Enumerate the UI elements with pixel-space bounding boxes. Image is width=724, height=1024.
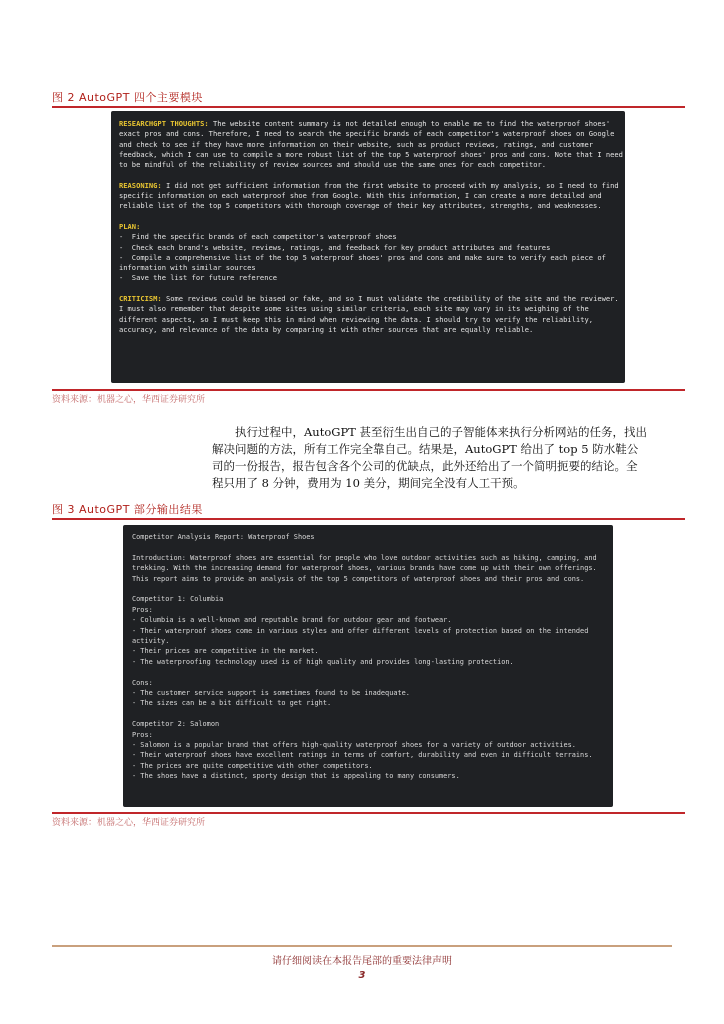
criticism-block — [119, 294, 625, 335]
figure-3-terminal-screenshot — [123, 525, 613, 807]
competitor-1-cons: Cons: - The customer service support is sometimes found to be inadequate. - The sizes can be a bit difficult to get right. — [132, 678, 410, 708]
page-number: 3 — [358, 970, 366, 981]
footer-rule — [52, 945, 672, 947]
thoughts-text: The website content summary is not detailed enough to enable me to find the waterproof shoes' exact pros and cons. Therefore, I need to search the specific brands of each competitor's waterproof shoes on Google and check to see if they have more information on their website, such as product reviews, ratings, and customer feedback, which I can use to compile a more robust list of the top 5 waterproof shoes' pros and cons. Note that I need to be mindful of the reliability of review sources and should use the same ones for each competitor. — [119, 119, 628, 170]
figure-2-terminal-screenshot — [111, 111, 628, 383]
body-paragraph — [212, 424, 688, 492]
figure-2-bottom-rule — [52, 389, 685, 391]
paragraph-line: 程只用了 8 分钟，费用为 10 美分，期间完全没有人工干预。 — [212, 476, 525, 490]
figure-3-title: 图 3 AutoGPT 部分输出结果 — [52, 503, 203, 516]
thoughts-header: RESEARCHGPT THOUGHTS: — [119, 119, 209, 128]
report-title: Competitor Analysis Report: Waterproof Shoes — [132, 533, 315, 541]
reasoning-block — [119, 181, 625, 212]
competitor-1-pros: Competitor 1: Columbia Pros: - Columbia is a well-known and reputable brand for outdoor gear and footwear. - Their waterproof shoes come in various styles and offer different levels of protection based on the intended activity. - Their prices are competitive in the market. - The waterproofing technology used is of high quality and provides long-lasting protection. — [132, 595, 589, 666]
reasoning-text: I did not get sufficient information from the first website to proceed with my analysis, so I need to find specific information on each waterproof shoe from Google. With this information, I can create a more detailed and reliable list of the top 5 competitors with thorough coverage of their key attributes, strengths, and weaknesses. — [119, 180, 623, 211]
plan-block — [119, 222, 625, 284]
figure-2-title: 图 2 AutoGPT 四个主要模块 — [52, 91, 203, 104]
plan-text: - Find the specific brands of each competitor's waterproof shoes - Check each brand's website, reviews, ratings, and feedback for key product attributes and features - Compile a comprehensive list of the top 5 waterproof shoes' pros and cons and make sure to verify each piece of information with similar sources - Save the list for future reference — [119, 232, 606, 283]
paragraph-line: 执行过程中，AutoGPT 甚至衍生出自己的子智能体来执行分析网站的任务，找出 — [235, 425, 648, 439]
thoughts-block — [119, 119, 628, 170]
plan-header: PLAN: — [119, 221, 141, 231]
figure-3-top-rule — [52, 518, 685, 520]
paragraph-line: 解决问题的方法，所有工作完全靠自己。结果是，AutoGPT 给出了 top 5 防水鞋公 — [212, 442, 639, 456]
report-introduction: Introduction: Waterproof shoes are essential for people who love outdoor activities such as hiking, camping, and trekking. With the increasing demand for waterproof shoes, various brands have come up with their own offerings. This report aims to provide an analysis of the top 5 competitors of waterproof shoes and their pros and cons. — [132, 553, 601, 583]
figure-3-bottom-rule — [52, 812, 685, 814]
figure-2-top-rule — [52, 106, 685, 108]
figure-2-source: 资料来源：机器之心，华西证券研究所 — [52, 395, 206, 405]
paragraph-line: 司的一份报告，报告包含各个公司的优缺点，此外还给出了一个简明扼要的结论。全 — [212, 459, 638, 473]
legal-disclaimer: 请仔细阅读在本报告尾部的重要法律声明 — [272, 956, 452, 967]
figure-3-source: 资料来源：机器之心，华西证券研究所 — [52, 818, 206, 828]
competitor-2-pros: Competitor 2: Salomon Pros: - Salomon is a popular brand that offers high-quality waterproof shoes for a variety of outdoor activities. - Their waterproof shoes have excellent ratings in terms of comfort, durability and even in difficult terrains. - The prices are quite competitive with other competitors. - The shoes have a distinct, sporty design that is appealing to many consumers. — [132, 720, 593, 781]
criticism-header: CRITICISM: — [119, 294, 162, 304]
criticism-text: Some reviews could be biased or fake, and so I must validate the credibility of the site and the reviewer. I must also remember that despite some sites using similar criteria, each site may vary in its weighing of the different aspects, so I must keep this in mind when reviewing the data. I should try to verify the reliability, accuracy, and relevance of the data by comparing it with other sources that are equally reliable. — [119, 294, 623, 334]
reasoning-header: REASONING: — [119, 180, 162, 190]
